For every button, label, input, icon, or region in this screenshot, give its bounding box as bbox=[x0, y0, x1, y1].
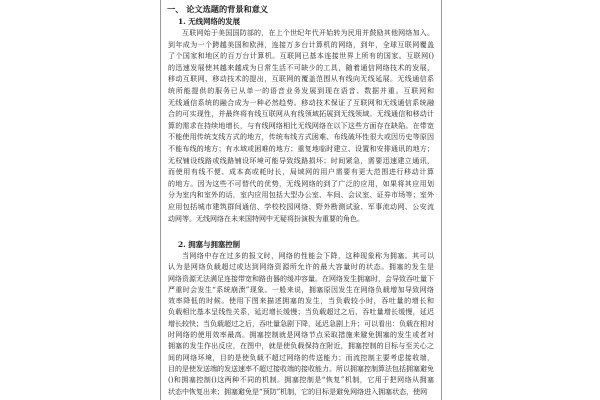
text-line: 负载相比基本呈线性关系，延迟增长缓慢；当负载超过之后，吞吐量增长缓慢，延迟 bbox=[168, 308, 434, 317]
text-line: 认为是网络负载超过或达到网络资源所允许的最大容量时的状态。拥塞的发生是 bbox=[168, 263, 434, 272]
text-line: 算的需求在持续地增长，与有线网络相比无线网络在以下这些方面存在缺陷。在带宽 bbox=[168, 121, 434, 130]
text-line: 效率降低的时候。使用下图来描述拥塞的发生，当负载较小时，吞吐量的增长和 bbox=[168, 297, 434, 306]
section-heading: 一、 论文选题的背景和意义 bbox=[167, 4, 269, 14]
text-line: 动网等。无线网络在未来国特网中无疑将扮演极为重要的角色。 bbox=[168, 214, 364, 223]
text-line: 而使用有线不便、成本高或耗时长，局域网的用户需要有更大范围进行移动计算 bbox=[168, 168, 434, 177]
text-line: 了个国家和地区的百万台计算机。互联网已基本连接世界上所有的国家。互联网() bbox=[168, 52, 434, 61]
text-line: 统所能提供的服务已从单一的语音业务发展到现在语音、数据并重。互联网和 bbox=[168, 86, 434, 95]
text-line: 状态中恢复出来；拥塞避免是“预防”机制，它的目标是避免网络进入拥塞状态，使网 bbox=[168, 387, 428, 396]
text-line: 增长较快；当负载超过之后，吞吐量急剧下降，延迟急剧上升；可以看出：负载在相对 bbox=[168, 319, 434, 328]
text-line: 当网络中存在过多的报文时，网络的性能会下降，这种现象称为拥塞。其可以 bbox=[182, 252, 434, 260]
text-line: 网络资源无法满足连接带宽和路由器的缓冲容量。在网络发生拥塞时，会导致吞吐量下 bbox=[168, 274, 434, 283]
text-line: 拥塞的发生作出反应，在图中，就是使负载保持在附近，拥塞控制的目标与至关心之 bbox=[168, 342, 434, 351]
text-line: 间的网络环境，目的是使负载不超过网络的传送能力；而流控制主要考虑接收端， bbox=[168, 353, 434, 362]
text-line: 时网络的使用效率最高。拥塞控制就是网络节点采取措施来避免拥塞的发生或者对 bbox=[168, 331, 434, 340]
text-line: 移动互联网、移动技术的提出，互联网的覆盖范围从有线向无线延展。无线通信系 bbox=[168, 75, 434, 84]
text-line: 目的是使发送端的发送速率不超过接收端的接收能力。所以拥塞控制算法包括拥塞避免 bbox=[168, 364, 434, 373]
paragraph-wireless bbox=[168, 28, 434, 225]
text-line: 的迅速发展使其越来越成为日常生活不可缺少的工具，随着通信网络技术的发展， bbox=[168, 63, 434, 72]
subsection-title-wireless: 1. 无线网络的发展 bbox=[178, 17, 241, 26]
text-line: 互联网始于美国国防部的，在上个世纪年代开始转为民用并鼓励其他网络加入。 bbox=[182, 29, 434, 37]
text-line: 严重时会发生“系统崩溃”现象。一般来说，拥塞原因发生在网络负载增加导致网络 bbox=[168, 285, 434, 294]
text-line: 应用包括城市建筑群间通信、学校校园网络、野外勘测试验、军事流动网、公安流 bbox=[168, 202, 434, 211]
subsection-title-congestion: 2. 拥塞与拥塞控制 bbox=[178, 240, 241, 249]
text-line: 不能使用传统支线方式的地方，传统布线方式困难、布线破坏性很大或因历史等原因 bbox=[168, 133, 434, 142]
text-line: 到年成为一个跨越美国和欧洲，连接万多台计算机的网络，到年，全球互联网覆盖 bbox=[168, 40, 434, 49]
text-line: 分为室内和室外的话，室内应用包括大型办公室、车间、会议室、证券市场等；室外 bbox=[168, 191, 434, 200]
text-line: ()和拥塞控制()这两种不同的机制。拥塞控制是“恢复”机制，它用于把网络从拥塞 bbox=[168, 376, 434, 385]
text-line: 不能布线的地方；有水域或困难的地方；重复地临时建立、设置和安排通讯的地方； bbox=[168, 144, 434, 153]
text-line: 无权铺设线路或线路铺设环境可能导致线路损坏；时间紧急，需要迅速建立通讯， bbox=[168, 156, 434, 165]
text-line: 的地方。因为这些不可替代的优势，无线网络的到了广泛的应用，如果将其应用划 bbox=[168, 179, 434, 188]
text-line: 无线通信系统的融合成为一种必然趋势。移动技术保证了互联网和无线通信系统融 bbox=[168, 98, 434, 107]
text-line: 合的可实现性，并最终将有线互联网从有线领域拓展到无线领域。无线通信和移动计 bbox=[168, 110, 434, 119]
paragraph-congestion bbox=[168, 251, 434, 398]
